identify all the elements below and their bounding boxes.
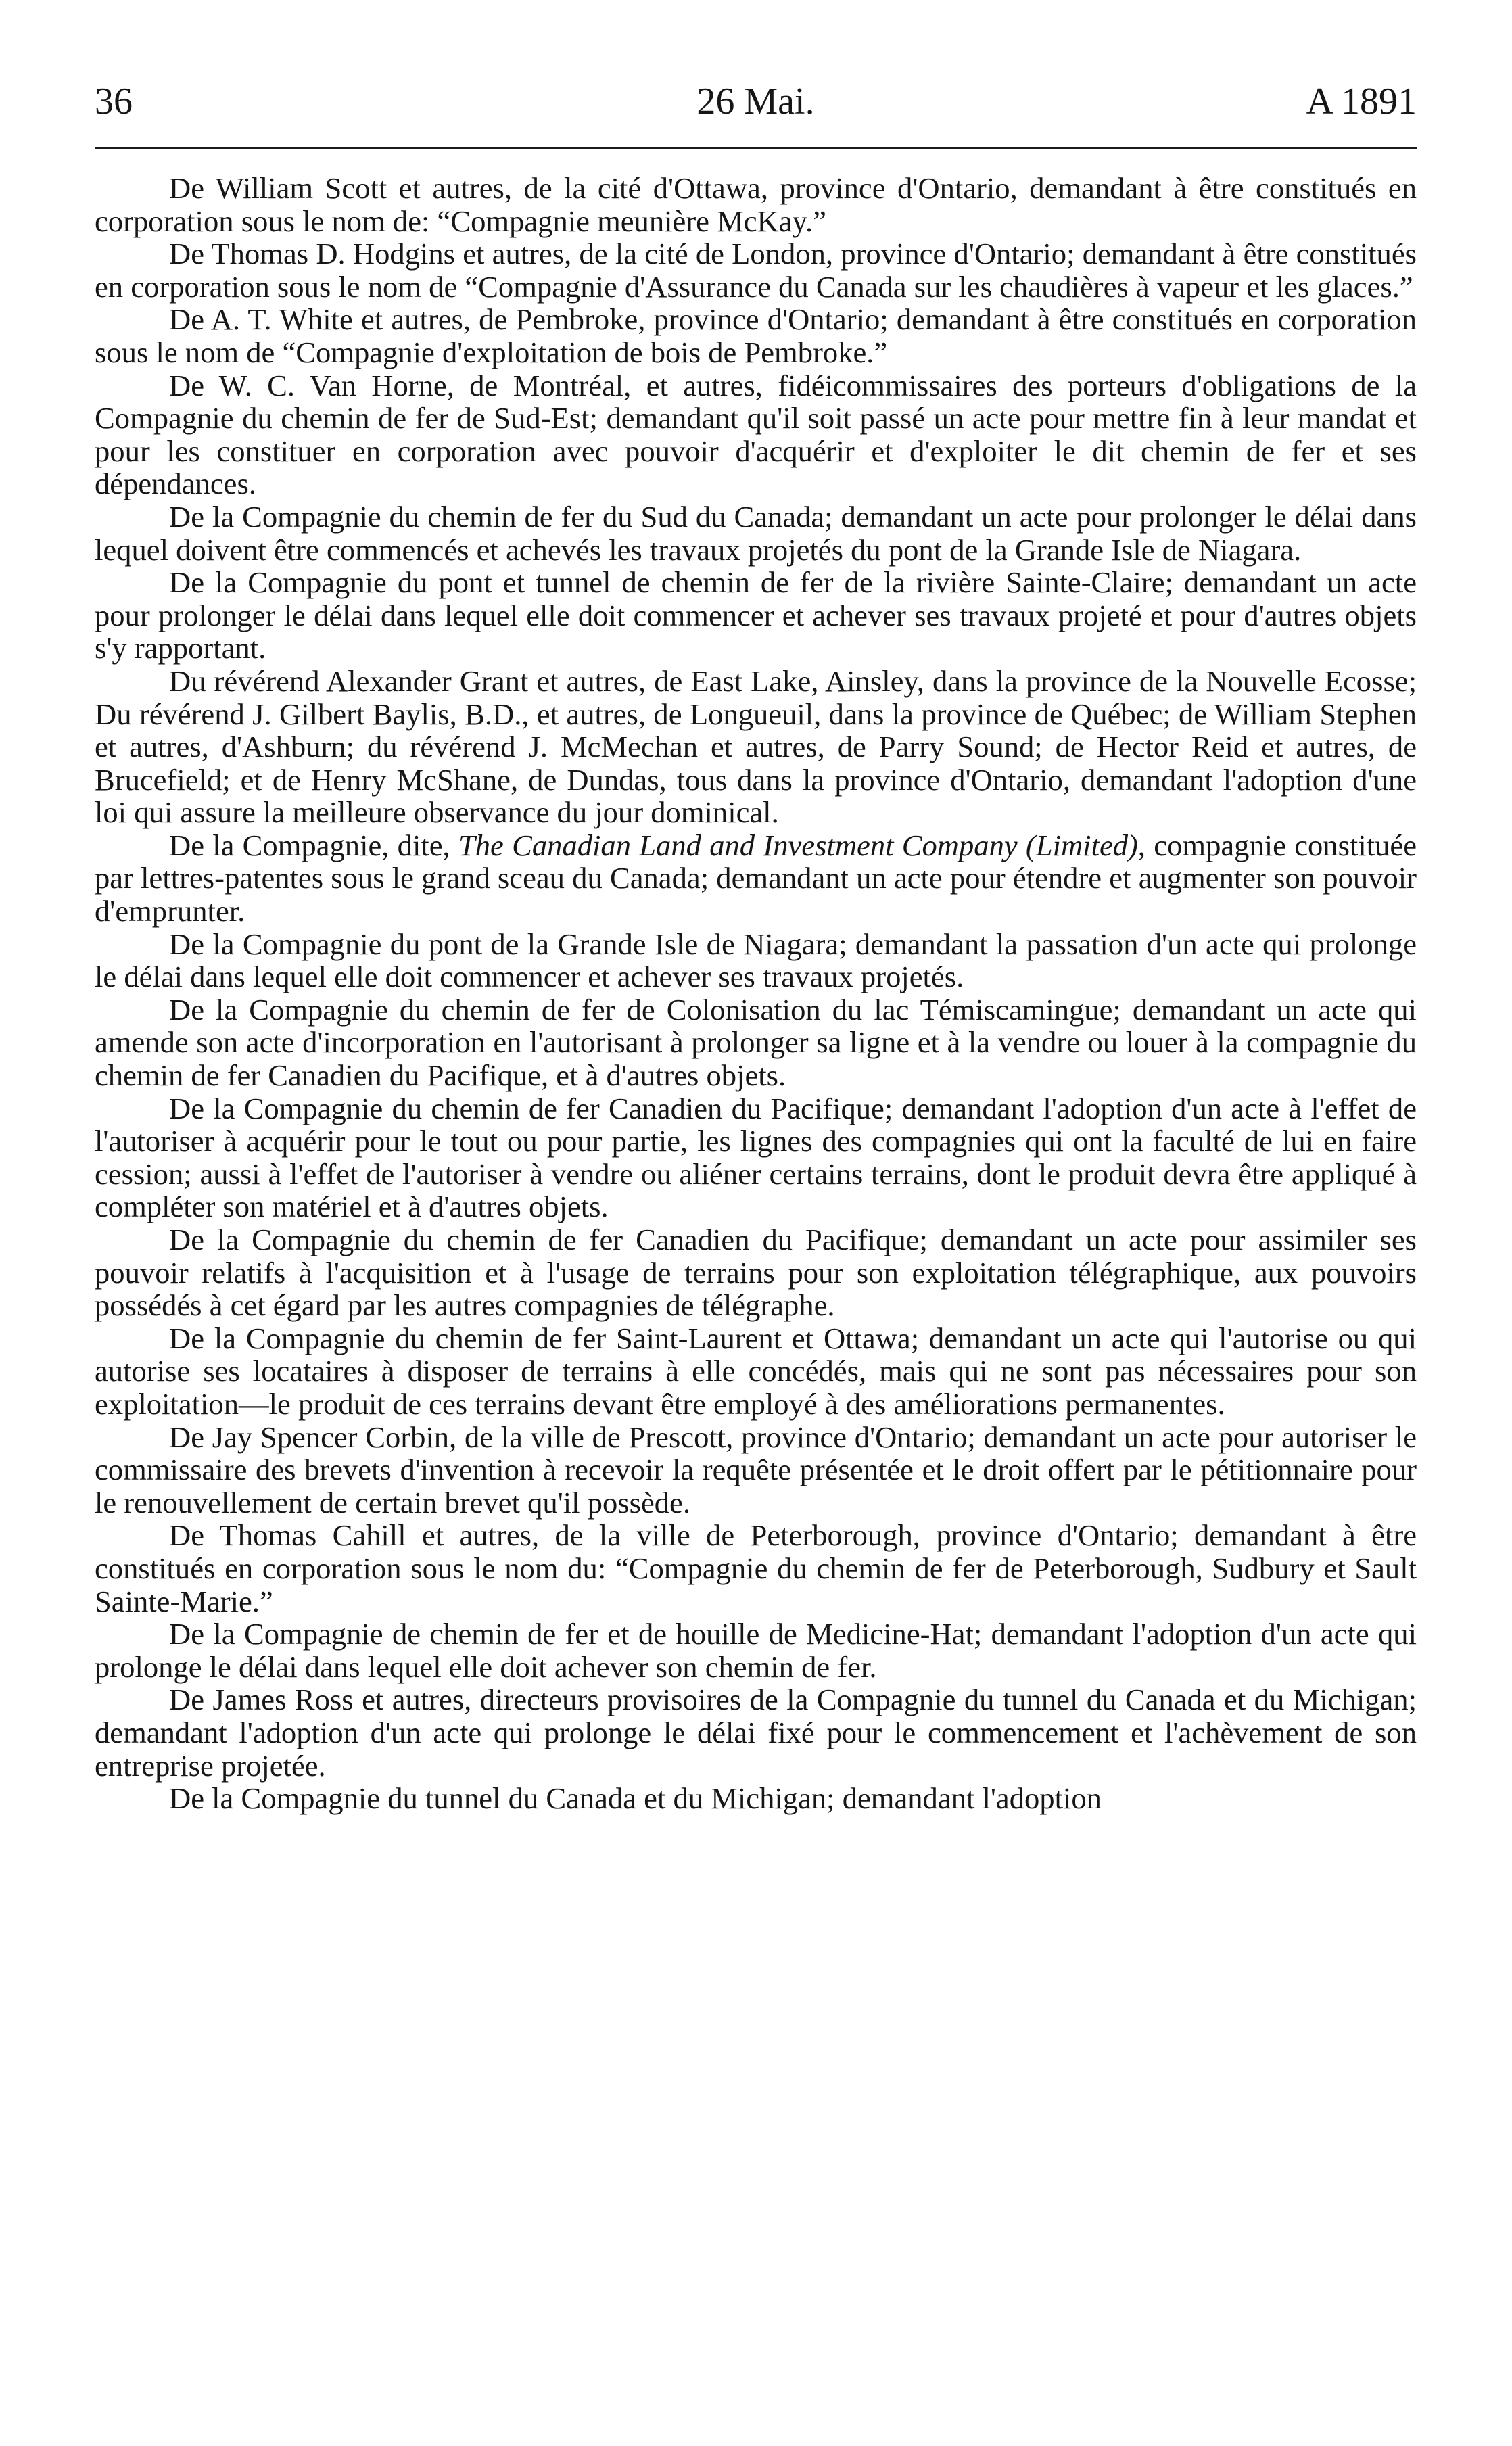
page-number: 36 bbox=[95, 80, 133, 122]
paragraph: De A. T. White et autres, de Pembroke, province d'Ontario; demandant à être constitués en corporation sous le nom de “Compagnie d'exploitation de bois de Pembroke.” bbox=[95, 302, 1417, 369]
paragraph: De la Compagnie du pont et tunnel de chemin de fer de la rivière Sainte-Claire; demandant un acte pour prolonger le délai dans lequel elle doit commencer et achever ses travaux projeté et pour d'autres objets s'y rapportant. bbox=[95, 565, 1417, 665]
paragraph: De William Scott et autres, de la cité d'Ottawa, province d'Ontario, demandant à être constitués en corporation sous le nom de: “Compagnie meunière McKay.” bbox=[95, 171, 1417, 238]
document-page bbox=[95, 74, 1417, 1815]
paragraph: De Thomas Cahill et autres, de la ville de Peterborough, province d'Ontario; demandant à être constitués en corporation sous le nom du: “Compagnie du chemin de fer de Peterborough, Sudbury et Sault Sainte-Marie.” bbox=[95, 1518, 1417, 1618]
paragraph: De la Compagnie du chemin de fer de Colonisation du lac Témiscamingue; demandant un acte qui amende son acte d'incorporation en l'autorisant à prolonger sa ligne et à la vendre ou louer à la compagnie du chemin de fer Canadien du Pacifique, et à d'autres objets. bbox=[95, 992, 1417, 1093]
paragraph: De la Compagnie du chemin de fer Canadien du Pacifique; demandant l'adoption d'un acte à l'effet de l'autoriser à acquérir pour le tout ou pour partie, les lignes des compagnies qui ont la faculté de lui en faire cession; aussi à l'effet de l'autoriser à vendre ou aliéner certains terrains, dont le produit devra être appliqué à compléter son matériel et à d'autres objets. bbox=[95, 1091, 1417, 1224]
paragraph: De Thomas D. Hodgins et autres, de la cité de London, province d'Ontario; demandant à être constitués en corporation sous le nom de “Compagnie d'Assurance du Canada sur les chaudières à vapeur et les glaces.” bbox=[95, 237, 1417, 304]
paragraph: De Jay Spencer Corbin, de la ville de Prescott, province d'Ontario; demandant un acte pour autoriser le commissaire des brevets d'invention à recevoir la requête présentée et le droit offert par le pétitionnaire pour le renouvellement de certain brevet qu'il possède. bbox=[95, 1419, 1417, 1520]
paragraph: De James Ross et autres, directeurs provisoires de la Compagnie du tunnel du Canada et du Michigan; demandant l'adoption d'un acte qui prolonge le délai fixé pour le commencement et l'achèvement de son entreprise projetée. bbox=[95, 1683, 1417, 1783]
running-head-year: A 1891 bbox=[1306, 80, 1417, 122]
paragraph: De la Compagnie du tunnel du Canada et du Michigan; demandant l'adoption bbox=[169, 1781, 1102, 1816]
running-head bbox=[95, 74, 1417, 128]
running-head-date: 26 Mai. bbox=[696, 80, 815, 122]
paragraph: De la Compagnie du pont de la Grande Isle de Niagara; demandant la passation d'un acte qui prolonge le délai dans lequel elle doit commencer et achever ses travaux projetés. bbox=[95, 926, 1417, 994]
paragraph: Du révérend Alexander Grant et autres, de East Lake, Ainsley, dans la province de la Nouvelle Ecosse; Du révérend J. Gilbert Baylis, B.D., et autres, de Longueuil, dans la province de Québec; de William Stephen et autres, d'Ashburn; du révérend J. McMechan et autres, de Parry Sound; de Hector Reid et autres, de Brucefield; et de Henry McShane, de Dundas, tous dans la province d'Ontario, demandant l'adoption d'une loi qui assure la meilleure observance du jour dominical. bbox=[95, 663, 1417, 830]
paragraph: De la Compagnie de chemin de fer et de houille de Medicine-Hat; demandant l'adoption d'un acte qui prolonge le délai dans lequel elle doit achever son chemin de fer. bbox=[95, 1617, 1417, 1684]
header-rule bbox=[95, 147, 1417, 154]
paragraph: De la Compagnie du chemin de fer Canadien du Pacifique; demandant un acte pour assimiler ses pouvoir relatifs à l'acquisition et à l'usage de terrains pour son exploitation télégraphique, aux pouvoirs possédés à cet égard par les autres compagnies de télégraphe. bbox=[95, 1223, 1417, 1323]
paragraph: De la Compagnie du chemin de fer Saint-Laurent et Ottawa; demandant un acte qui l'autorise ou qui autorise ses locataires à disposer de terrains à elle concédés, mais qui ne sont pas nécessaires pour son exploitation—le produit de ces terrains devant être employé à des améliorations permanentes. bbox=[95, 1321, 1417, 1421]
paragraph-italic-company: De la Compagnie, dite, The Canadian Land and Investment Company (Limited), compagnie constituée par lettres-patentes sous le grand sceau du Canada; demandant un acte pour étendre et augmenter son pouvoir d'emprunter. bbox=[95, 828, 1417, 928]
body-text bbox=[95, 172, 1417, 1815]
company-name-italic: The Canadian Land and Investment Company (Limited) bbox=[458, 828, 1138, 862]
paragraph: De la Compagnie du chemin de fer du Sud du Canada; demandant un acte pour prolonger le délai dans lequel doivent être commencés et achevés les travaux projetés du pont de la Grande Isle de Niagara. bbox=[95, 499, 1417, 567]
paragraph: De W. C. Van Horne, de Montréal, et autres, fidéicommissaires des porteurs d'obligations de la Compagnie du chemin de fer de Sud-Est; demandant qu'il soit passé un acte pour mettre fin à leur mandat et pour les constituer en corporation avec pouvoir d'acquérir et d'exploiter le dit chemin de fer et ses dépendances. bbox=[95, 368, 1417, 501]
